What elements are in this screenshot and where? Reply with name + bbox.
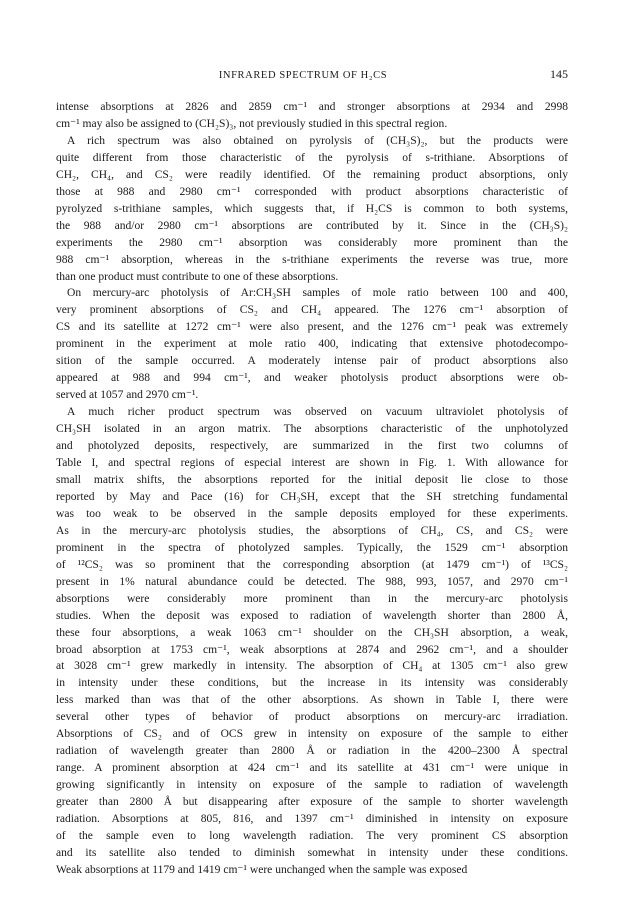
paragraph xyxy=(56,133,568,286)
text-line: and its satellite also tended to diminish somewhat in intensity under these conditions. xyxy=(56,846,568,859)
text-line: small matrix shifts, the absorptions reported for the initial deposit lie close to those xyxy=(56,473,568,486)
page-header xyxy=(56,66,568,99)
text-line: 988 cm⁻¹ absorption, whereas in the s-trithiane experiments the reverse was true, more xyxy=(56,253,568,266)
text-line: sition of the sample occurred. A moderately intense pair of product absorptions also xyxy=(56,355,568,368)
text-line: cm⁻¹ may also be assigned to (CH₂S)₃, not previously studied in this spectral region. xyxy=(56,117,448,130)
text-line: On mercury-arc photolysis of Ar:CH₃SH samples of mole ratio between 100 and 400, xyxy=(67,287,568,300)
text-line: CS and its satellite at 1272 cm⁻¹ were also present, and the 1276 cm⁻¹ peak was extremely xyxy=(56,321,568,334)
text-line: absorptions were considerably more prominent than in the mercury-arc photolysis xyxy=(56,592,568,605)
text-line: prominent in the experiment at mole ratio 400, indicating that extensive photodecompo- xyxy=(56,338,568,351)
running-title: INFRARED SPECTRUM OF H₂CS xyxy=(218,70,388,81)
text-line: growing significantly in intensity on exposure of the sample to radiation of wavelength xyxy=(56,779,568,792)
paragraph xyxy=(56,285,568,404)
text-line: several other types of behavior of product absorptions on mercury-arc irradiation. xyxy=(56,711,568,724)
text-line: reported by May and Pace (16) for CH₃SH, except that the SH stretching fundamental xyxy=(56,490,568,503)
text-line: radiation of wavelength greater than 2800 Å or radiation in the 4200–2300 Å spectral xyxy=(56,745,568,758)
text-line: less marked than was that of the other absorptions. As shown in Table I, there were xyxy=(56,694,568,707)
text-line: present in 1% natural abundance could be detected. The 988, 993, 1057, and 2970 cm⁻¹ xyxy=(56,575,568,588)
journal-page xyxy=(56,66,568,879)
text-line: As in the mercury-arc photolysis studies, the absorptions of CH₄, CS, and CS₂ were xyxy=(56,524,568,537)
text-line: pyrolyzed s-trithiane samples, which suggests that, if H₂CS is common to both systems, xyxy=(56,202,568,215)
text-line: at 3028 cm⁻¹ grew markedly in intensity. The absorption of CH₄ at 1305 cm⁻¹ also grew xyxy=(56,660,568,673)
text-line: CH₃SH isolated in an argon matrix. The absorptions characteristic of the unphotolyzed xyxy=(56,423,568,436)
paragraph xyxy=(56,404,568,879)
text-line: quite different from those characteristic of the pyrolysis of s-trithiane. Absorptions of xyxy=(56,151,568,164)
text-line: and photolyzed deposits, respectively, are summarized in the first two columns of xyxy=(56,440,568,453)
text-line: those at 988 and 2980 cm⁻¹ corresponded with product absorptions characteristic of xyxy=(56,185,568,198)
text-line: broad absorption at 1753 cm⁻¹, weak absorptions at 2874 and 2962 cm⁻¹, and a shoulder xyxy=(56,643,568,656)
text-line: experiments the 2980 cm⁻¹ absorption was considerably more prominent than the xyxy=(56,236,568,249)
text-line: of ¹²CS₂ was so prominent that the corresponding absorption (at 1479 cm⁻¹) of ¹³CS₂ xyxy=(56,558,568,571)
text-line: prominent in the spectra of photolyzed samples. Typically, the 1529 cm⁻¹ absorption xyxy=(56,541,568,554)
text-line: appeared at 988 and 994 cm⁻¹, and weaker photolysis product absorptions were ob- xyxy=(56,372,568,385)
text-line: the 988 and/or 2980 cm⁻¹ absorptions are contributed by it. Since in the (CH₃S)₂ xyxy=(56,219,568,232)
text-line: Table I, and spectral regions of especial interest are shown in Fig. 1. With allowance for xyxy=(56,457,568,470)
text-line: served at 1057 and 2970 cm⁻¹. xyxy=(56,389,199,402)
text-line: Absorptions of CS₂ and of OCS grew in intensity on exposure of the sample to either xyxy=(56,728,568,741)
text-line: A much richer product spectrum was observed on vacuum ultraviolet photolysis of xyxy=(67,406,568,419)
text-line: very prominent absorptions of CS₂ and CH₄ appeared. The 1276 cm⁻¹ absorption of xyxy=(56,304,568,317)
text-line: was too weak to be observed in the sample deposits employed for these experiments. xyxy=(56,507,568,520)
text-line: range. A prominent absorption at 424 cm⁻¹ and its satellite at 431 cm⁻¹ were unique in xyxy=(56,762,568,775)
text-line: radiation. Absorptions at 805, 816, and 1397 cm⁻¹ diminished in intensity on exposure xyxy=(56,813,568,826)
text-line: studies. When the deposit was exposed to radiation of wavelength shorter than 2800 Å, xyxy=(56,609,568,622)
text-line: in intensity under these conditions, but the increase in its intensity was considerably xyxy=(56,677,568,690)
text-line: A rich spectrum was also obtained on pyrolysis of (CH₃S)₂, but the products were xyxy=(67,134,568,147)
text-line: greater than 2800 Å but disappearing after exposure of the sample to shorter wavelength xyxy=(56,796,568,809)
page-number: 145 xyxy=(550,67,568,81)
body-text xyxy=(56,99,568,879)
text-line: of the sample even to long wavelength radiation. The very prominent CS absorption xyxy=(56,829,568,842)
text-line: these four absorptions, a weak 1063 cm⁻¹ shoulder on the CH₃SH absorption, a weak, xyxy=(56,626,568,639)
text-line: Weak absorptions at 1179 and 1419 cm⁻¹ were unchanged when the sample was exposed xyxy=(56,863,468,876)
paragraph xyxy=(56,99,568,133)
text-line: CH₂, CH₄, and CS₂ were readily identified. Of the remaining product absorptions, only xyxy=(56,168,568,181)
text-line: intense absorptions at 2826 and 2859 cm⁻¹ and stronger absorptions at 2934 and 2998 xyxy=(56,101,568,113)
text-line: than one product must contribute to one of these absorptions. xyxy=(56,270,339,283)
